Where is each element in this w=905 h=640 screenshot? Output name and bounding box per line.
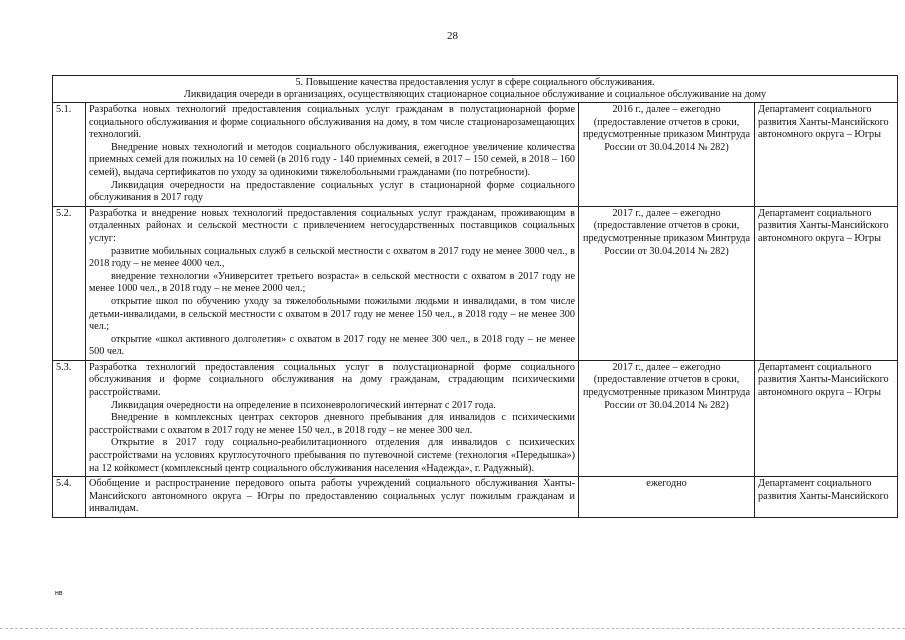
section-title-line2: Ликвидация очереди в организациях, осуществляющих стационарное социальное обслуживание и социальное обслуживание на дому bbox=[183, 89, 767, 100]
row-responsible: Департамент социального развития Ханты-Мансийского bbox=[755, 477, 898, 518]
description-paragraph: Разработка технологий предоставления социальных услуг в полустационарной форме социального обслуживания и форме социального обслуживания на дому гражданам, страдающим психическими расстройствами. bbox=[89, 361, 575, 399]
section-header bbox=[53, 76, 898, 103]
description-paragraph: Открытие в 2017 году социально-реабилитационного отделения для инвалидов с психических расстройствами на условиях круглосуточного пребывания по путевочной системе (технология «Передышка») на 12 койкомест (комплексный центр социального обслуживания населения «Надежда», г. Радужный). bbox=[89, 437, 575, 474]
description-paragraph: открытие школ по обучению уходу за тяжелобольными пожилыми людьми и инвалидами, в том числе детьми-инвалидами, в сельской местности с охватом в 2017 году не менее 150 чел., в 2018 году – не менее 300 чел.; bbox=[89, 295, 575, 333]
row-responsible: Департамент социального развития Ханты-Мансийского автономного округа – Югры bbox=[755, 206, 898, 360]
row-description bbox=[86, 103, 579, 207]
table-row bbox=[53, 103, 898, 207]
row-description bbox=[86, 360, 579, 476]
footer-mark: нв bbox=[55, 590, 63, 597]
measures-table bbox=[52, 75, 898, 518]
description-paragraph: Внедрение новых технологий и методов социального обслуживания, ежегодное увеличение количества приемных семей для пожилых на 10 семей (в 2016 году - 140 приемных семей, в 2017 – 150 семей, в 2018 – 160 семей), выдача сертификатов по уходу за одинокими тяжелобольными гражданами (по потребности). bbox=[89, 141, 575, 178]
page-number: 28 bbox=[447, 30, 458, 42]
row-responsible: Департамент социального развития Ханты-Мансийского автономного округа – Югры bbox=[755, 360, 898, 476]
description-paragraph: внедрение технологии «Университет третьего возраста» в сельской местности с охватом в 2017 году не менее 1000 чел., в 2018 году – не менее 2000 чел.; bbox=[89, 270, 575, 295]
description-paragraph: Разработка новых технологий предоставления социальных услуг гражданам в полустационарной форме социального обслуживания и форме социального обслуживания на дому, в том числе стационарозамещающих технологий. bbox=[89, 104, 575, 141]
row-number: 5.3. bbox=[53, 360, 86, 476]
page-bottom-edge bbox=[0, 628, 905, 629]
description-paragraph: развитие мобильных социальных служб в сельской местности с охватом в 2017 году не менее 3000 чел., в 2018 году – не менее 4000 чел., bbox=[89, 245, 575, 270]
description-paragraph: Разработка и внедрение новых технологий предоставления социальных услуг гражданам, проживающим в отдаленных районах и сельской местности с привлечением негосударственных поставщиков социальных услуг: bbox=[89, 207, 575, 244]
description-paragraph: Обобщение и распространение передового опыта работы учреждений социального обслуживания Ханты-Мансийского автономного округа – Югры по предоставлению социальных услуг пожилым гражданам и инвалидам. bbox=[89, 478, 575, 515]
row-term: 2017 г., далее – ежегодно (предоставление отчетов в сроки, предусмотренные приказом Минтруда России от 30.04.2014 № 282) bbox=[579, 360, 755, 476]
description-paragraph: Ликвидация очередности на предоставление социальных услуг в стационарной форме социального обслуживания в 2017 году bbox=[89, 179, 575, 204]
table-row bbox=[53, 360, 898, 476]
description-paragraph: Ликвидация очередности на определение в психоневрологический интернат с 2017 года. bbox=[111, 399, 496, 411]
description-paragraph: открытие «школ активного долголетия» с охватом в 2017 году не менее 300 чел., в 2018 году – не менее 500 чел. bbox=[89, 333, 575, 358]
row-term: 2016 г., далее – ежегодно (предоставление отчетов в сроки, предусмотренные приказом Минтруда России от 30.04.2014 № 282) bbox=[579, 103, 755, 207]
row-term: ежегодно bbox=[579, 477, 755, 518]
row-description bbox=[86, 206, 579, 360]
table-row bbox=[53, 206, 898, 360]
section-header-row bbox=[53, 76, 898, 103]
section-title-line1: 5. Повышение качества предоставления услуг в сфере социального обслуживания. bbox=[295, 77, 655, 88]
table-row bbox=[53, 477, 898, 518]
row-term: 2017 г., далее – ежегодно (предоставление отчетов в сроки, предусмотренные приказом Минтруда России от 30.04.2014 № 282) bbox=[579, 206, 755, 360]
row-description bbox=[86, 477, 579, 518]
row-number: 5.1. bbox=[53, 103, 86, 207]
description-paragraph: Внедрение в комплексных центрах секторов дневного пребывания для инвалидов с психическими расстройствами с охватом в 2017 году не менее 150 чел., в 2018 году – не менее 300 чел. bbox=[89, 412, 575, 436]
row-number: 5.2. bbox=[53, 206, 86, 360]
row-number: 5.4. bbox=[53, 477, 86, 518]
row-responsible: Департамент социального развития Ханты-Мансийского автономного округа – Югры bbox=[755, 103, 898, 207]
